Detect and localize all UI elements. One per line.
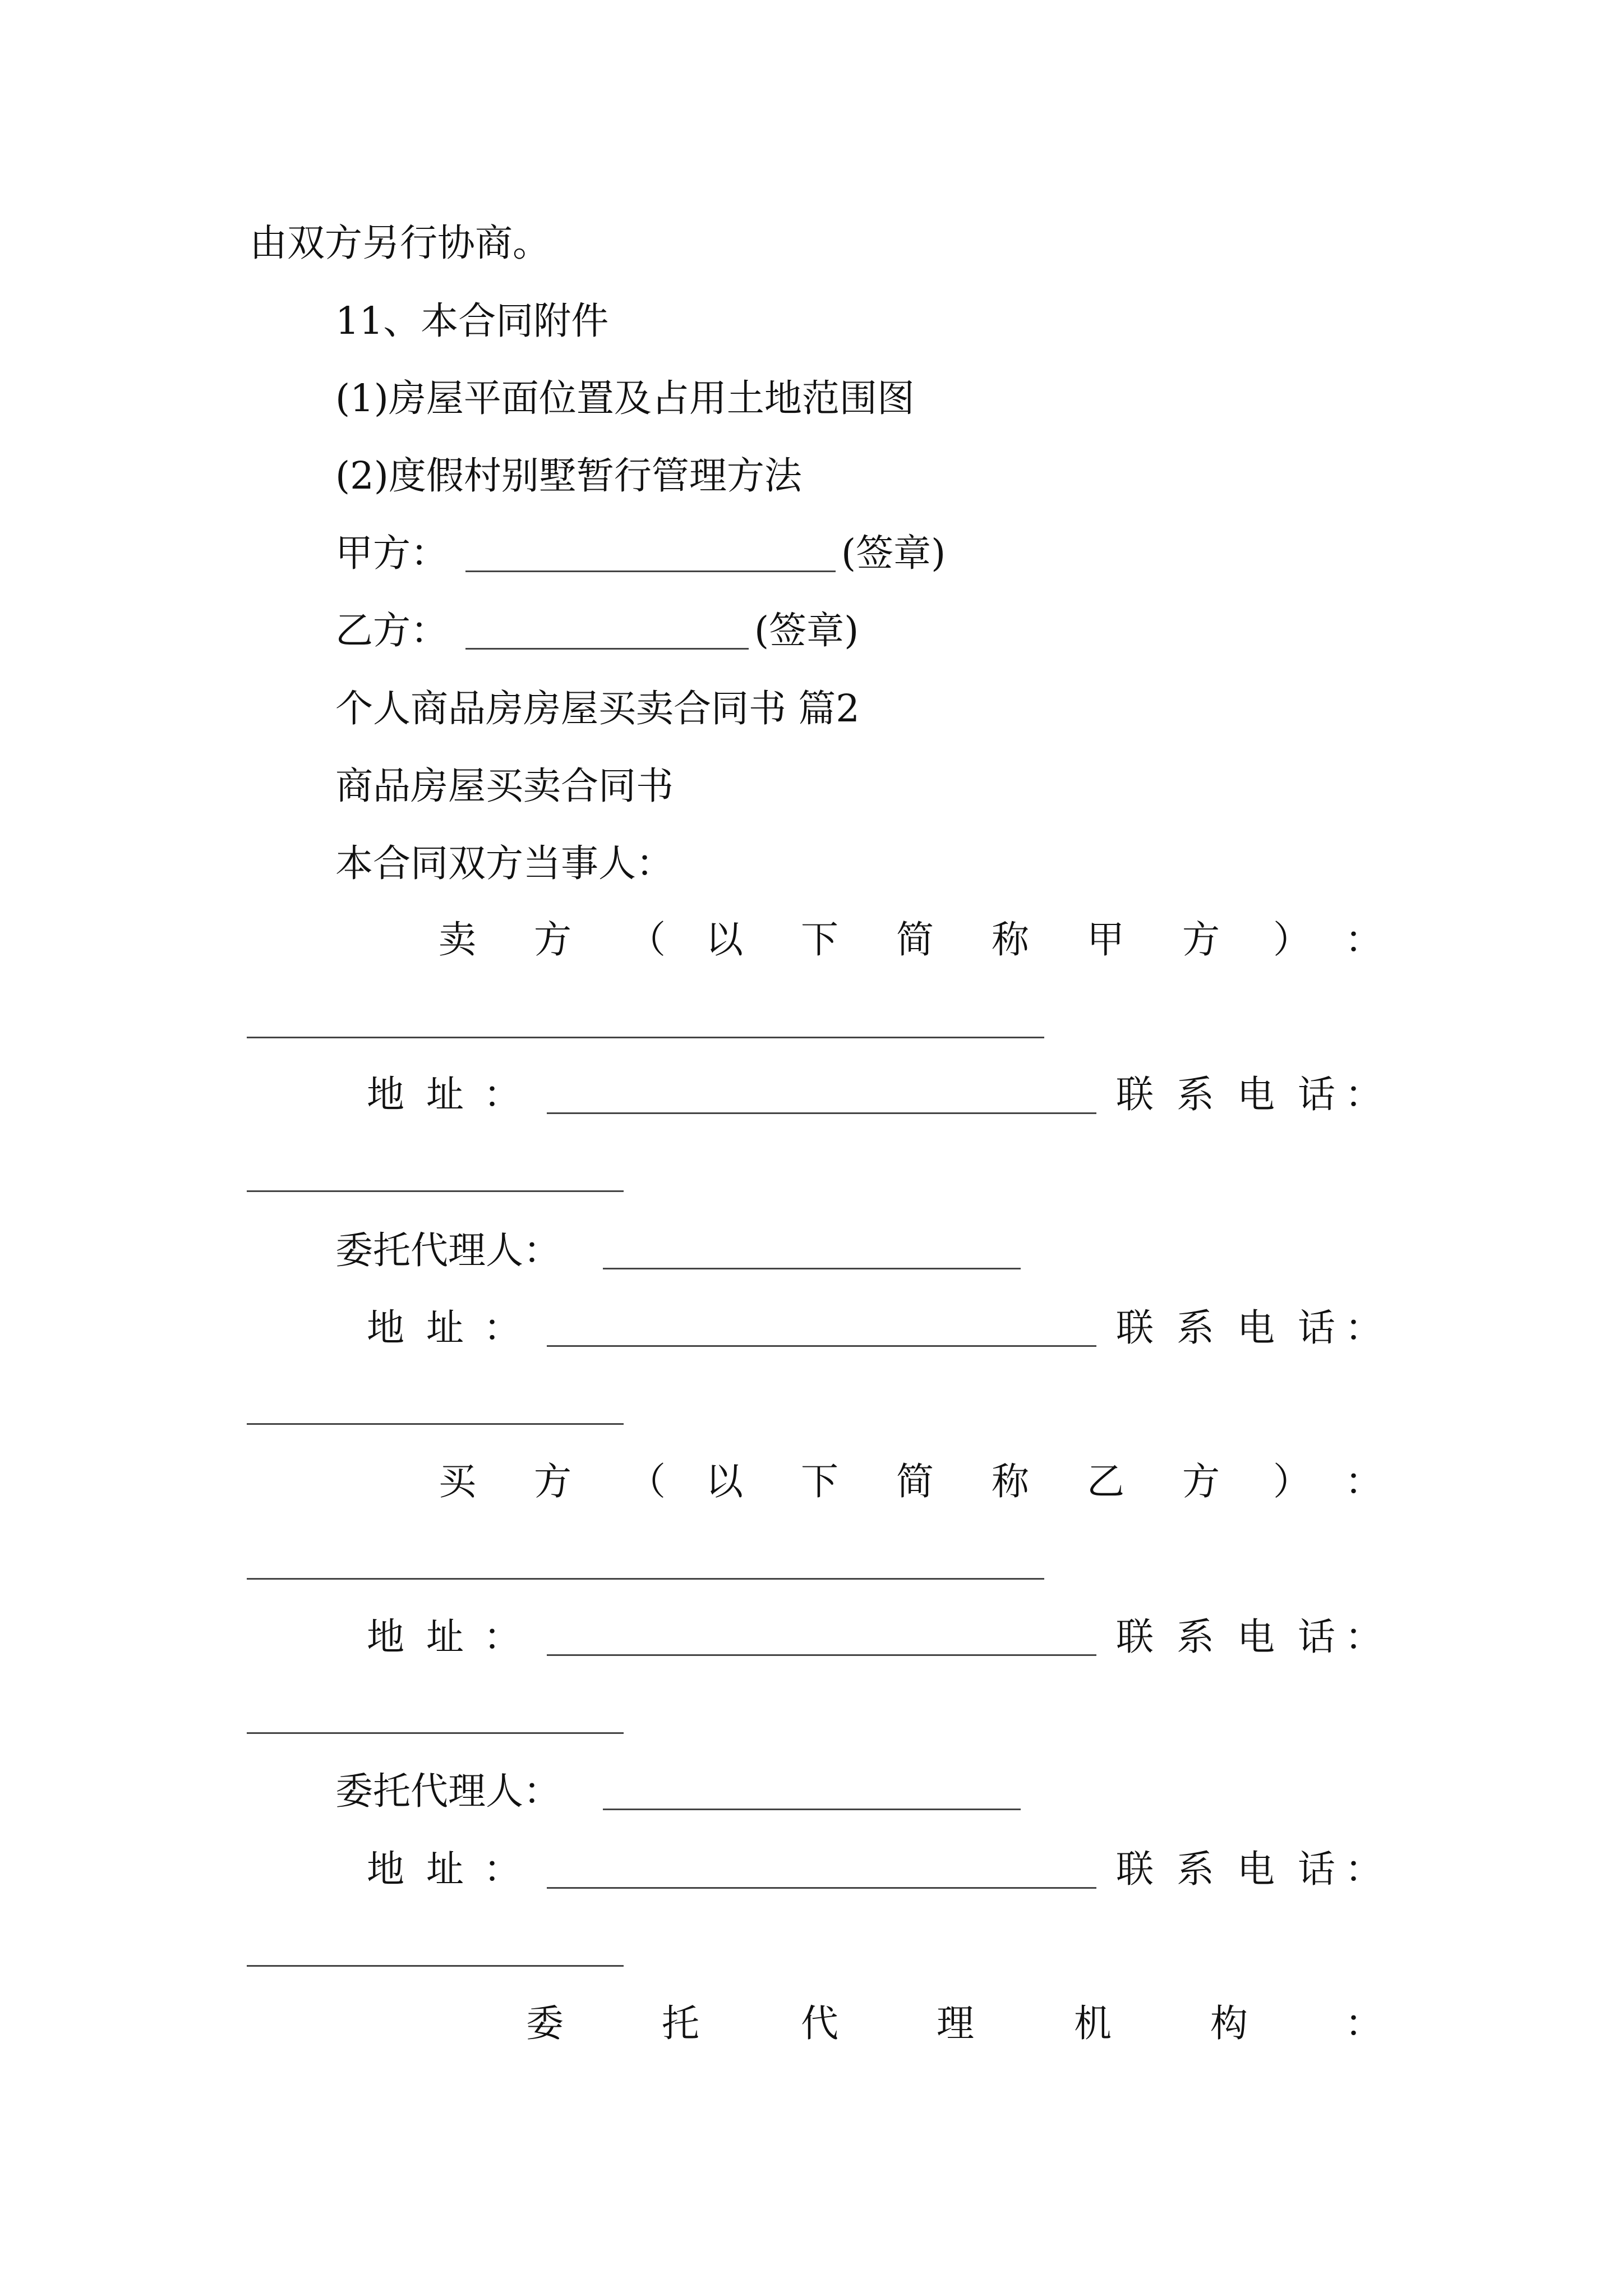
phone-char: 联: [1116, 1073, 1154, 1116]
phone-char: 话: [1298, 1847, 1335, 1891]
contract-title: 商品房屋买卖合同书: [335, 764, 674, 808]
buyer-char: 买: [439, 1460, 476, 1503]
address-char: 址: [426, 1073, 464, 1116]
party-b-seal: (签章): [754, 609, 859, 652]
address-char: 址: [426, 1306, 464, 1350]
address-char: 址: [426, 1615, 464, 1659]
party-b-blank[interactable]: [465, 648, 749, 650]
seller-address-blank[interactable]: [547, 1112, 1096, 1114]
phone-char: 系: [1177, 1306, 1214, 1350]
seller-char: 甲: [1087, 918, 1124, 961]
agency-char: 代: [801, 2001, 838, 2045]
address-char: ：: [483, 1847, 521, 1891]
buyer-char: （: [628, 1460, 666, 1503]
phone-char: ：: [1345, 1306, 1382, 1350]
phone-char: 联: [1116, 1847, 1154, 1891]
phone-char: 联: [1116, 1306, 1154, 1350]
text-line: (1)房屋平面位置及占用土地范围图: [335, 376, 915, 420]
address-char: 址: [426, 1847, 464, 1891]
phone-char: 电: [1237, 1847, 1275, 1891]
buyer-agent-address-blank[interactable]: [547, 1887, 1096, 1889]
buyer-address-blank[interactable]: [547, 1654, 1096, 1656]
phone-char: 电: [1237, 1615, 1275, 1659]
agency-char: 托: [662, 2001, 699, 2045]
parties-intro: 本合同双方当事人：: [335, 841, 674, 885]
party-a-seal: (签章): [841, 531, 946, 575]
buyer-char: 方: [534, 1460, 571, 1503]
buyer-char: 简: [896, 1460, 934, 1503]
buyer-name-blank[interactable]: [247, 1578, 1044, 1580]
seller-char: 方: [534, 918, 571, 961]
address-char: ：: [483, 1615, 521, 1659]
section-title: 个人商品房房屋买卖合同书 篇2: [335, 687, 860, 730]
phone-char: ：: [1345, 1073, 1382, 1116]
seller-phone-blank[interactable]: [247, 1190, 624, 1192]
agency-char: 理: [937, 2001, 974, 2045]
seller-agent-address-blank[interactable]: [547, 1345, 1096, 1347]
buyer-char: 以: [706, 1460, 743, 1503]
buyer-agent-label: 委托代理人：: [335, 1769, 561, 1813]
agency-char: 构: [1210, 2001, 1248, 2045]
address-char: 地: [367, 1615, 404, 1659]
agency-char: 机: [1074, 2001, 1112, 2045]
text-line: 由双方另行协商。: [250, 221, 550, 265]
agency-char: ：: [1345, 2001, 1382, 2045]
seller-char: 以: [706, 918, 743, 961]
address-char: 地: [367, 1306, 404, 1350]
phone-char: 话: [1298, 1073, 1335, 1116]
buyer-agent-phone-blank[interactable]: [247, 1965, 624, 1967]
seller-agent-label: 委托代理人：: [335, 1228, 561, 1272]
seller-agent-phone-blank[interactable]: [247, 1423, 624, 1425]
seller-name-blank[interactable]: [247, 1037, 1044, 1038]
phone-char: 电: [1237, 1073, 1275, 1116]
phone-char: 系: [1177, 1847, 1214, 1891]
phone-char: 话: [1298, 1306, 1335, 1350]
seller-char: 下: [801, 918, 838, 961]
seller-agent-blank[interactable]: [603, 1268, 1021, 1269]
party-a-label: 甲方：: [335, 531, 448, 575]
address-char: ：: [483, 1073, 521, 1116]
agency-char: 委: [526, 2001, 564, 2045]
phone-char: 系: [1177, 1073, 1214, 1116]
seller-char: （: [628, 918, 666, 961]
seller-char: 卖: [439, 918, 476, 961]
phone-char: 联: [1116, 1615, 1154, 1659]
text-line: 11、本合同附件: [335, 299, 609, 343]
buyer-agent-blank[interactable]: [603, 1809, 1021, 1810]
party-a-blank[interactable]: [465, 570, 836, 572]
buyer-char: 下: [801, 1460, 838, 1503]
buyer-char: 称: [992, 1460, 1029, 1503]
buyer-char: ）: [1273, 1460, 1311, 1503]
seller-char: ）: [1273, 918, 1311, 961]
buyer-char: 方: [1182, 1460, 1220, 1503]
party-b-label: 乙方：: [335, 609, 448, 652]
buyer-phone-blank[interactable]: [247, 1732, 624, 1734]
text-line: (2)度假村别墅暂行管理方法: [335, 454, 802, 498]
buyer-char: ：: [1345, 1460, 1382, 1503]
address-char: 地: [367, 1847, 404, 1891]
seller-char: 简: [896, 918, 934, 961]
seller-char: ：: [1345, 918, 1382, 961]
phone-char: ：: [1345, 1847, 1382, 1891]
phone-char: 话: [1298, 1615, 1335, 1659]
seller-char: 称: [992, 918, 1029, 961]
address-char: ：: [483, 1306, 521, 1350]
address-char: 地: [367, 1073, 404, 1116]
seller-char: 方: [1182, 918, 1220, 961]
buyer-char: 乙: [1087, 1460, 1124, 1503]
phone-char: 系: [1177, 1615, 1214, 1659]
phone-char: 电: [1237, 1306, 1275, 1350]
phone-char: ：: [1345, 1615, 1382, 1659]
